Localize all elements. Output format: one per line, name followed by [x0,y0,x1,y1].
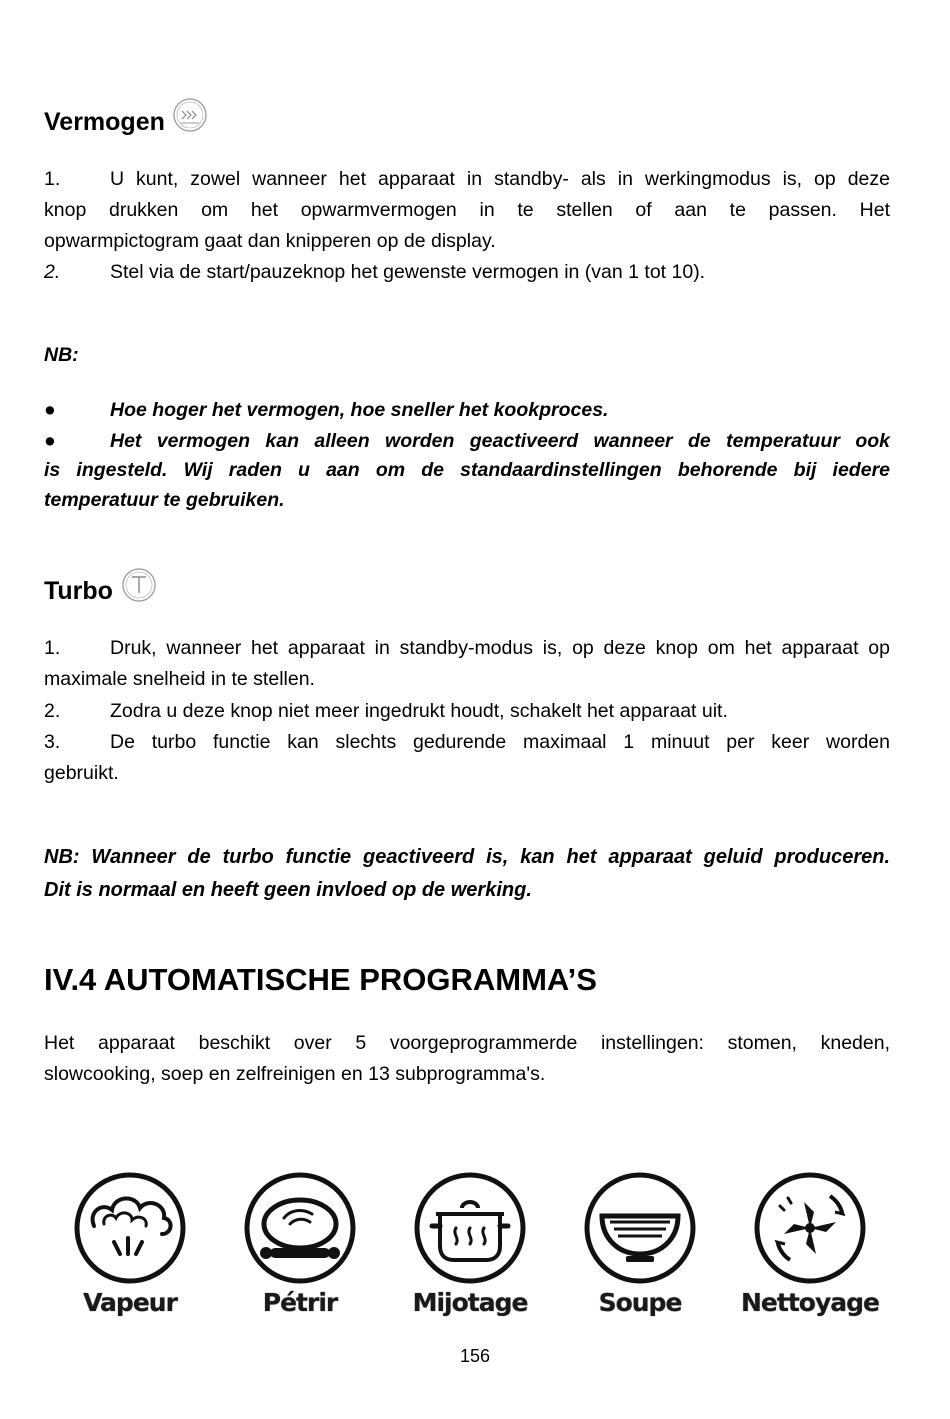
program-soupe [565,1172,715,1317]
vermogen-heading [44,108,165,137]
list-text: Zodra u deze knop niet meer ingedrukt houdt, schakelt het apparaat uit. [110,700,728,722]
page-number: 156 [459,1346,491,1366]
program-vapeur [55,1172,205,1317]
list-number: 2. [44,700,61,722]
vermogen-bullet-2-line-2: is ingesteld. Wij raden u aan om de standaardinstellingen behorende bij iedere [44,459,890,481]
program-label: Mijotage [412,1288,528,1317]
section-heading: IV.4 AUTOMATISCHE PROGRAMMA’S [44,962,597,997]
vermogen-heading-text: Vermogen [44,108,165,136]
list-number: 1. [44,637,61,659]
steam-icon [74,1172,186,1284]
list-number: 2. [44,261,61,283]
list-text: De turbo functie kan slechts gedurende maximaal 1 minuut per keer worden [110,731,890,753]
bullet-icon: ● [44,430,56,452]
turbo-heading-text: Turbo [44,577,113,605]
cleaning-blades-icon [754,1172,866,1284]
turbo-item-3-line-2: gebruikt. [44,762,119,784]
soup-bowl-icon [584,1172,696,1284]
bullet-icon: ● [44,399,56,421]
list-text: U kunt, zowel wanneer het apparaat in standby- als in werkingmodus is, op deze [110,168,890,190]
list-number: 3. [44,731,61,753]
program-label: Vapeur [83,1288,177,1317]
bread-dough-icon [244,1172,356,1284]
turbo-nb-line-1: NB: Wanneer de turbo functie geactiveerd is, kan het apparaat geluid produceren. [44,846,890,868]
vermogen-item-1-line-2: knop drukken om het opwarmvermogen in te stellen of aan te passen. Het [44,199,890,221]
program-label: Nettoyage [741,1288,879,1317]
vermogen-nb-label: NB: [44,344,79,366]
pot-icon [414,1172,526,1284]
program-nettoyage [735,1172,885,1317]
program-label: Pétrir [262,1288,338,1317]
turbo-item-1-line-2: maximale snelheid in te stellen. [44,668,315,690]
heat-waves-icon [172,97,208,133]
turbo-heading [44,577,113,606]
section-intro-line-2: slowcooking, soep en zelfreinigen en 13 subprogramma's. [44,1063,546,1085]
list-text: Stel via de start/pauzeknop het gewenste vermogen in (van 1 tot 10). [110,261,706,283]
turbo-nb-line-2: Dit is normaal en heeft geen invloed op de werking. [44,879,532,901]
program-label: Soupe [598,1288,682,1317]
vermogen-bullet-2-line-3: temperatuur te gebruiken. [44,489,285,511]
section-intro-line-1: Het apparaat beschikt over 5 voorgeprogrammerde instellingen: stomen, kneden, [44,1032,890,1054]
program-mijotage [395,1172,545,1317]
program-petrir [225,1172,375,1317]
bullet-text: Het vermogen kan alleen worden geactiveerd wanneer de temperatuur ook [110,430,890,452]
list-text: Druk, wanneer het apparaat in standby-modus is, op deze knop om het apparaat op [110,637,890,659]
vermogen-item-1-line-3: opwarmpictogram gaat dan knipperen op de display. [44,230,496,252]
list-number: 1. [44,168,61,190]
turbo-t-icon [119,568,159,604]
bullet-text: Hoe hoger het vermogen, hoe sneller het kookproces. [110,399,609,421]
